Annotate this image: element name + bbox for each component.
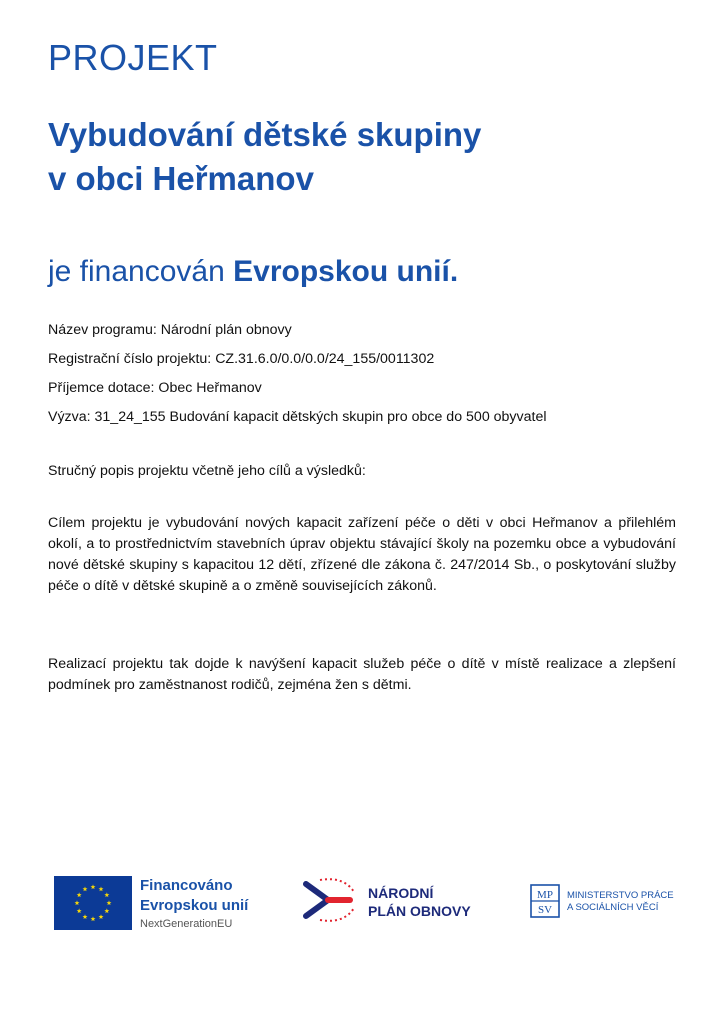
npo-text-line-2: PLÁN OBNOVY — [368, 903, 471, 919]
project-title — [48, 113, 481, 201]
svg-text:SV: SV — [537, 904, 553, 916]
eu-logo — [54, 876, 284, 932]
eu-text-line-1: Financováno — [140, 877, 233, 894]
funding-prefix: je financován — [48, 255, 225, 288]
recipient-label: Příjemce dotace: — [48, 380, 155, 396]
eu-text-line-2: Evropskou unií — [140, 897, 249, 914]
npo-mark-icon — [298, 878, 358, 922]
summary-paragraph-2: Realizací projektu tak dojde k navýšení kapacit služeb péče o dítě v místě realizace a zlepšení podmínek pro zaměstnanost rodičů, zejména žen s dětmi. — [48, 656, 676, 693]
eu-text-line-3: NextGenerationEU — [140, 918, 233, 930]
program-value: Národní plán obnovy — [160, 322, 292, 338]
mpsv-logo — [530, 884, 700, 924]
call-label: Výzva: — [48, 409, 91, 425]
npo-logo — [298, 876, 498, 932]
page-kicker: PROJEKT — [48, 37, 218, 78]
call-row — [48, 403, 688, 432]
svg-text:MP: MP — [537, 889, 553, 901]
call-value: 31_24_155 Budování kapacit dětských skupin pro obce do 500 obyvatel — [94, 409, 547, 425]
recipient-value: Obec Heřmanov — [158, 380, 262, 396]
registration-row — [48, 345, 688, 374]
funding-statement — [48, 255, 458, 288]
project-title-line-2: v obci Heřmanov — [48, 160, 314, 197]
project-title-line-1: Vybudování dětské skupiny — [48, 116, 482, 153]
mpsv-text-line-1: MINISTERSTVO PRÁCE — [567, 890, 674, 901]
npo-text — [368, 884, 471, 920]
funding-eu: Evropskou unií. — [233, 255, 459, 288]
registration-label: Registrační číslo projektu: — [48, 351, 212, 367]
summary-paragraph-1: Cílem projektu je vybudování nových kapacit zařízení péče o děti v obci Heřmanov a přilehlém okolí, a to prostřednictvím stavebních úprav objektu stávající školy na pozemku obce a vybudování nové dětské skupiny s kapacitou 12 dětí, zřízené dle zákona č. 247/2014 Sb., o poskytování služby péče o dítě v dětské skupině a o změně souvisejících zákonů. — [48, 515, 676, 594]
registration-value: CZ.31.6.0/0.0/0.0/24_155/0011302 — [215, 351, 435, 367]
mpsv-text — [567, 890, 674, 914]
recipient-row — [48, 374, 688, 403]
eu-flag-icon — [54, 876, 132, 930]
npo-text-line-1: NÁRODNÍ — [368, 885, 434, 901]
project-info — [48, 316, 688, 432]
summary-label: Stručný popis projektu včetně jeho cílů a výsledků: — [48, 463, 366, 479]
logo-strip — [0, 860, 724, 940]
mpsv-emblem-icon — [530, 884, 560, 918]
mpsv-text-line-2: A SOCIÁLNÍCH VĚCÍ — [567, 902, 659, 913]
program-row — [48, 316, 688, 345]
program-label: Název programu: — [48, 322, 157, 338]
